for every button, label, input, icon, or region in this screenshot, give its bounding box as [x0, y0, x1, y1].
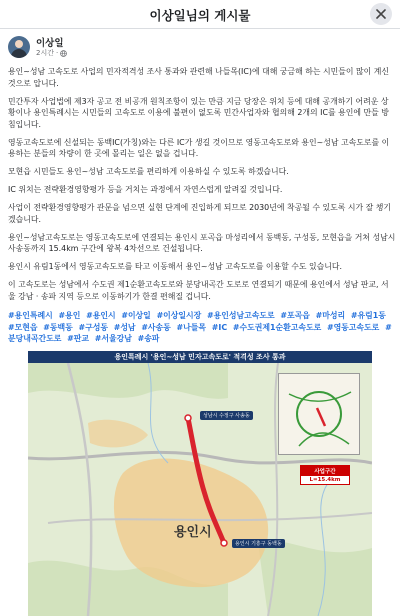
hashtag-link[interactable]: #나들목 [176, 322, 207, 332]
avatar[interactable] [8, 36, 30, 58]
close-icon [376, 9, 386, 19]
map-title: 용인특례시 '용인~성남 민자고속도로' 적격성 조사 통과 [28, 351, 372, 363]
hashtag-link[interactable]: #용인성남고속도로 [207, 311, 275, 320]
city-label: 용인시 [174, 525, 212, 540]
post-time[interactable]: 2시간 [36, 49, 54, 57]
post-meta: 2시간 · [36, 48, 67, 58]
inset-map [278, 373, 360, 455]
post-paragraph: 용인~성남 고속도로 사업의 민자적격성 조사 통과와 관련해 나들목(IC)에 대해 궁금해 하는 시민들이 많이 계신 것으로 압니다. [8, 67, 389, 88]
author-name[interactable]: 이상일 [36, 38, 64, 49]
post-paragraph: 민간투자 사업법에 제3자 공고 전 비공개 원칙조항이 있는 만큼 지금 당장은 위치 등에 대해 공개하기 어려운 상황이나 용인특례시는 시민들의 고속도로 이용에 불편이 없도록 민간사업자와 협의해 2개의 IC를 용인에 만들 방침입니다. [8, 96, 389, 129]
hashtag-link[interactable]: #용인특례시 [8, 311, 53, 320]
post-paragraph: 모현읍 시민들도 용인~성남 고속도로를 편리하게 이용하실 수 있도록 하겠습니다. [8, 167, 289, 176]
hashtag-link[interactable]: #동백동 [43, 322, 73, 332]
route-start-tag: 성남시 수정구 사송동 [200, 411, 253, 420]
post-paragraph: 용인~성남고속도로는 영동고속도로에 연결되는 용인시 포곡읍 마성리에서 동백동, 구성동, 모현읍을 거쳐 성남시 사송동까지 15.4km 구간에 왕복 4차선으로 건설됩니다. [8, 232, 396, 253]
post-body [8, 66, 396, 309]
hashtag-link[interactable]: #송파 [137, 334, 160, 343]
hashtag-link[interactable]: #용인 [58, 311, 81, 320]
hashtag-link[interactable]: #영동고속도로 [326, 322, 380, 332]
post-dialog-header [0, 0, 400, 28]
hashtag-link[interactable]: #판교 [67, 334, 89, 343]
hashtag-link[interactable]: #사송동 [141, 322, 171, 332]
post-paragraph: 이 고속도로는 성남에서 수도권 제1순환고속도로와 분당내곡간 도로로 연결되기 때문에 용인에서 성남 판교, 서울 강남 · 송파 지역 등으로 이동하기가 한결 편해질 겁니다. [8, 280, 389, 301]
route-map-image[interactable] [28, 351, 372, 616]
route-box-length: L=15.4km [309, 477, 341, 483]
hashtag-link[interactable]: #유림1동 [350, 311, 386, 320]
route-end-tag: 용인시 기흥구 동백동 [232, 539, 285, 548]
hashtag-link[interactable]: #이상일 [121, 311, 151, 320]
hashtag-link[interactable]: #분당내곡간도로 [8, 322, 392, 343]
dialog-title: 이상일님의 게시물 [149, 8, 251, 23]
globe-icon [60, 50, 67, 57]
post-paragraph: IC 위치는 전략환경영향평가 등을 거치는 과정에서 자연스럽게 알려질 것입니다. [8, 185, 283, 194]
hashtag-link[interactable]: #마성리 [315, 311, 346, 320]
hashtag-list [8, 310, 396, 345]
close-button[interactable] [370, 3, 392, 25]
hashtag-link[interactable]: #이상일시장 [156, 311, 202, 320]
hashtag-link[interactable]: #모현읍 [8, 322, 38, 332]
post-paragraph: 사업이 전략환경영향평가 관문을 넘으면 실현 단계에 진입하게 되므로 2030년에 착공될 수 있도록 시가 잘 챙기겠습니다. [8, 203, 391, 224]
hashtag-link[interactable]: #수도권제1순환고속도로 [232, 322, 322, 332]
hashtag-link[interactable]: #용인시 [86, 311, 116, 320]
post-paragraph: 영동고속도로에 신설되는 동백IC(가칭)와는 다른 IC가 생길 것이므로 영동고속도로와 용인~성남 고속도로를 이용하는 분들의 차량이 한 곳에 몰리는 일은 없을 겁니다. [8, 137, 390, 158]
header-divider [0, 28, 400, 29]
hashtag-link[interactable]: #포곡읍 [280, 311, 310, 320]
route-info-box [300, 465, 350, 485]
route-box-title: 사업구간 [301, 466, 349, 476]
hashtag-link[interactable]: #구성동 [78, 322, 108, 332]
hashtag-link[interactable]: #성남 [113, 322, 136, 332]
post-paragraph: 용인시 유림1동에서 영동고속도로를 타고 이동해서 용인~성남 고속도로를 이용할 수도 있습니다. [8, 262, 342, 271]
hashtag-link[interactable]: #IC [211, 322, 228, 332]
hashtag-link[interactable]: #서울강남 [94, 334, 132, 343]
